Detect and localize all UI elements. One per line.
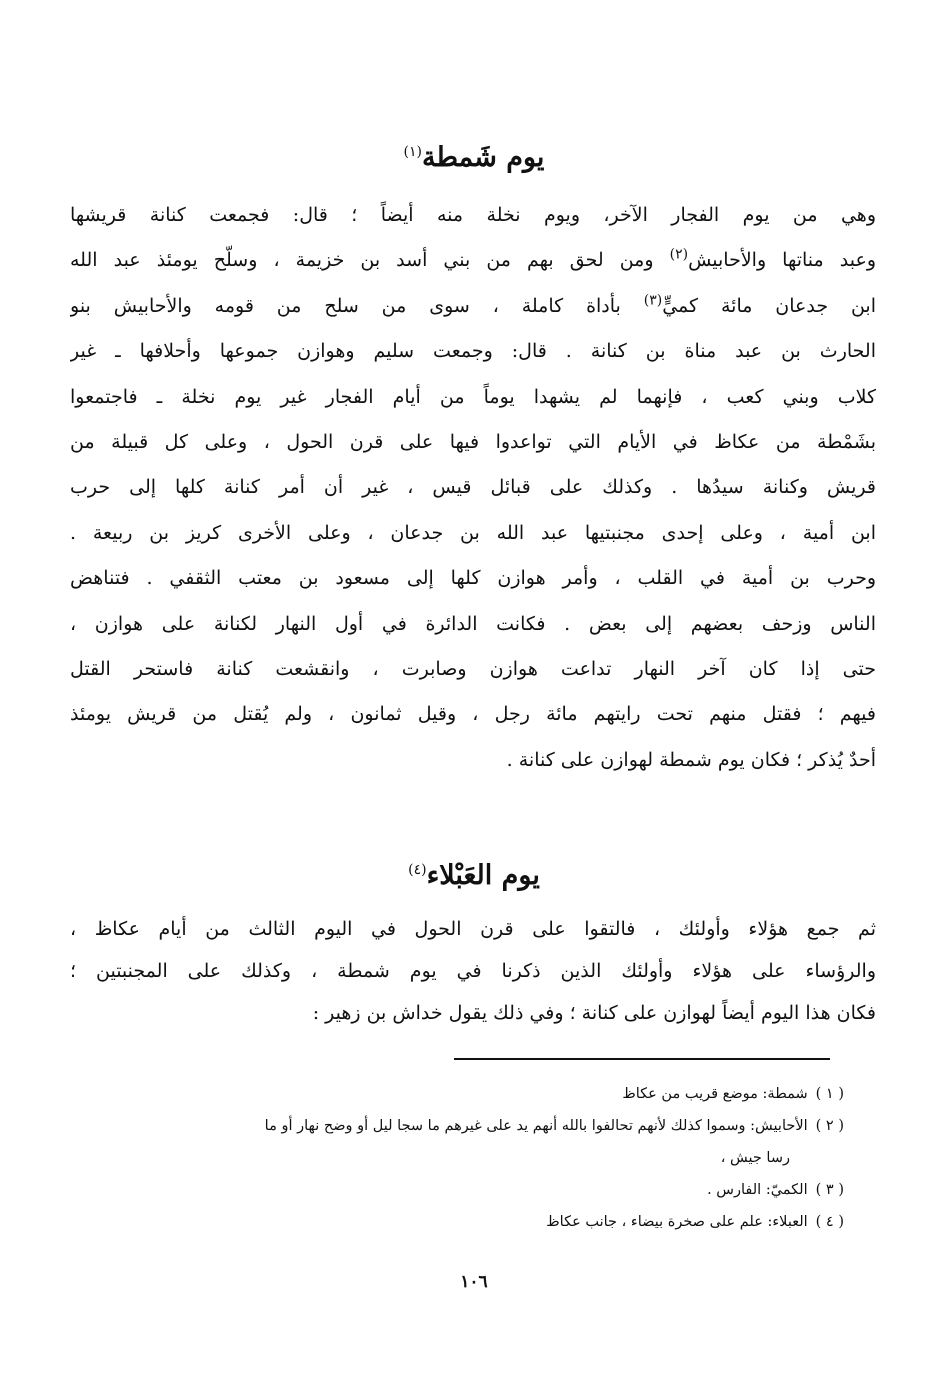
section-heading-abla [60,856,888,896]
page-number: ١٠٦ [460,1272,488,1292]
footnote-number: ( ٣ ) [815,1182,844,1198]
text-line: ثم جمع هؤلاء وأولئك ، فالتقوا على قرن الحول في اليوم الثالث من أيام عكاظ ، [70,918,876,940]
text-segment: بأداة كاملة ، سوى من سلح من قومه والأحابيش بنو [70,294,621,317]
text-line: الناس وزحف بعضهم إلى بعض . فكانت الدائرة في أول النهار لكنانة على هوازن ، [70,612,876,635]
footnote-ref-3: (٣) [643,292,663,309]
footnote-3 [70,1174,844,1206]
text-line: أحدٌ يُذكر ؛ فكان يوم شمطة لهوازن على كنانة . [506,748,876,771]
text-line: والرؤساء على هؤلاء وأولئك الذين ذكرنا في يوم شمطة ، وكذلك على المجنبتين ؛ [70,960,876,982]
section-heading-shamta [60,138,888,178]
footnote-number: ( ٤ ) [815,1214,844,1230]
footnote-ref-1: (١) [403,144,423,161]
body-paragraph-abla [70,908,876,1034]
text-line: كلاب وبني كعب ، فإنهما لم يشهدا يوماً من أيام الفجار غير يوم نخلة ـ فاجتمعوا [70,385,876,408]
text-line: حتى إذا كان آخر النهار تداعت هوازن وصابرت ، وانقشعت كنانة فاستحر القتل [70,657,876,680]
text-line: بشَمْطة من عكاظ في الأيام التي تواعدوا فيها على قرن الحول ، وعلى كل قبيلة من [70,430,876,453]
footnote-text: الأحابيش: وسموا كذلك لأنهم تحالفوا بالله أنهم يد على غيرهم ما سجا ليل أو وضح نهار أو ما [264,1118,808,1134]
footnote-number: ( ١ ) [815,1086,844,1102]
footnote-1 [70,1078,844,1110]
footnote-ref-4: (٤) [408,862,427,879]
text-line: وهي من يوم الفجار الآخر، ويوم نخلة منه أيضاً ؛ قال: فجمعت كنانة قريشها [70,204,876,226]
heading-text: يوم العَبْلاء [426,860,540,892]
footnote-text: العبلاء: علم على صخرة بيضاء ، جانب عكاظ [546,1214,808,1230]
text-line: قريش وكنانة سيدُها . وكذلك على قبائل قيس ، غير أن أمر كنانة كلها إلى حرب [70,476,876,499]
footnote-text: شمطة: موضع قريب من عكاظ [622,1086,808,1102]
heading-text: يوم شَمطة [422,142,545,174]
text-line [70,238,876,283]
text-segment: وعبد مناتها والأحابيش [688,249,876,272]
text-line: فيهم ؛ فقتل منهم تحت رايتهم مائة رجل ، وقيل ثمانون ، ولم يُقتل من قريش يومئذ [70,703,876,726]
text-line [70,284,876,329]
text-line: الحارث بن عبد مناة بن كنانة . قال: وجمعت سليم وهوازن جموعها وأحلافها ـ غير [70,340,876,363]
footnote-ref-2: (٢) [669,247,689,264]
text-line: فكان هذا اليوم أيضاً لهوازن على كنانة ؛ وفي ذلك يقول خداش بن زهير : [312,1002,876,1024]
footnote-divider [454,1058,830,1060]
text-line: وحرب بن أمية في القلب ، وأمر هوازن كلها إلى مسعود بن معتب الثقفي . فتناهض [70,567,876,590]
footnote-2 [70,1110,844,1142]
footnote-4 [70,1206,844,1238]
text-line: ابن أمية ، وعلى إحدى مجنبتيها عبد الله بن جدعان ، وعلى الأخرى كريز بن ربيعة . [70,521,876,544]
body-paragraph-shamta [70,193,876,783]
footnotes [70,1078,844,1238]
text-segment: ومن لحق بهم من بني أسد بن خزيمة ، وسلّح يومئذ عبد الله [70,249,654,272]
footnote-text: الكميّ: الفارس . [707,1182,808,1198]
text-segment: ابن جدعان مائة كميٍّ [662,294,876,317]
footnote-number: ( ٢ ) [815,1118,844,1134]
footnote-2-continuation: رسا جيش ، [720,1150,790,1166]
